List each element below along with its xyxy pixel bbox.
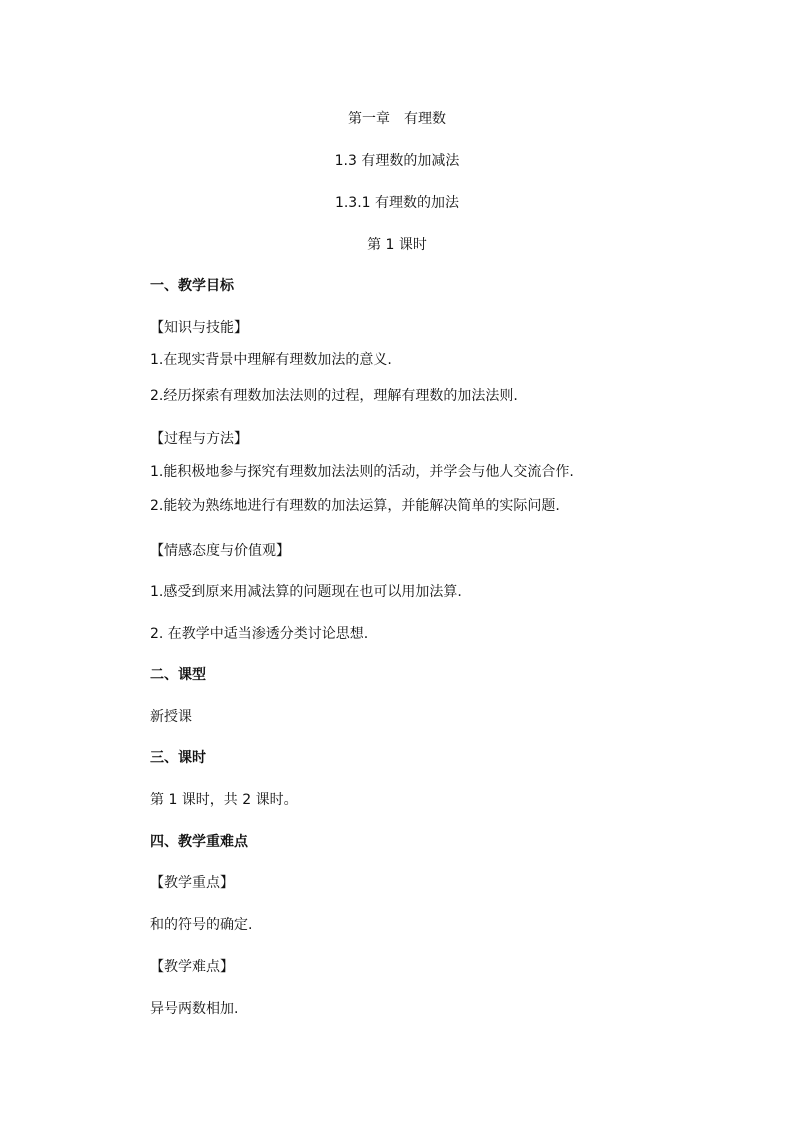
knowledge-item-2: 2.经历探索有理数加法法则的过程，理解有理数的加法法则. [150,388,518,404]
section-heading-periods: 三、课时 [150,750,206,766]
section-title: 1.3 有理数的加减法 [334,153,460,169]
process-item-2: 2.能较为熟练地进行有理数的加法运算，并能解决简单的实际问题. [150,498,560,514]
chapter-title: 第一章 有理数 [348,111,446,127]
knowledge-label: 【知识与技能】 [150,320,248,336]
key-point-text: 和的符号的确定. [150,917,253,933]
difficulty-text: 异号两数相加. [150,1001,239,1017]
lesson-label: 第 1 课时 [367,237,427,253]
section-heading-objectives: 一、教学目标 [150,278,234,294]
lesson-type-text: 新授课 [150,709,192,725]
section-heading-key-points: 四、教学重难点 [150,834,248,850]
emotion-label: 【情感态度与价值观】 [150,543,290,559]
section-heading-lesson-type: 二、课型 [150,667,206,683]
process-item-1: 1.能积极地参与探究有理数加法法则的活动，并学会与他人交流合作. [150,464,574,480]
difficulty-label: 【教学难点】 [150,959,234,975]
knowledge-item-1: 1.在现实背景中理解有理数加法的意义. [150,352,392,368]
emotion-item-1: 1.感受到原来用减法算的问题现在也可以用加法算. [150,584,462,600]
key-point-label: 【教学重点】 [150,875,234,891]
periods-text: 第 1 课时，共 2 课时。 [150,792,298,808]
emotion-item-2: 2. 在教学中适当渗透分类讨论思想. [150,626,369,642]
process-label: 【过程与方法】 [150,431,248,447]
subsection-title: 1.3.1 有理数的加法 [334,195,460,211]
